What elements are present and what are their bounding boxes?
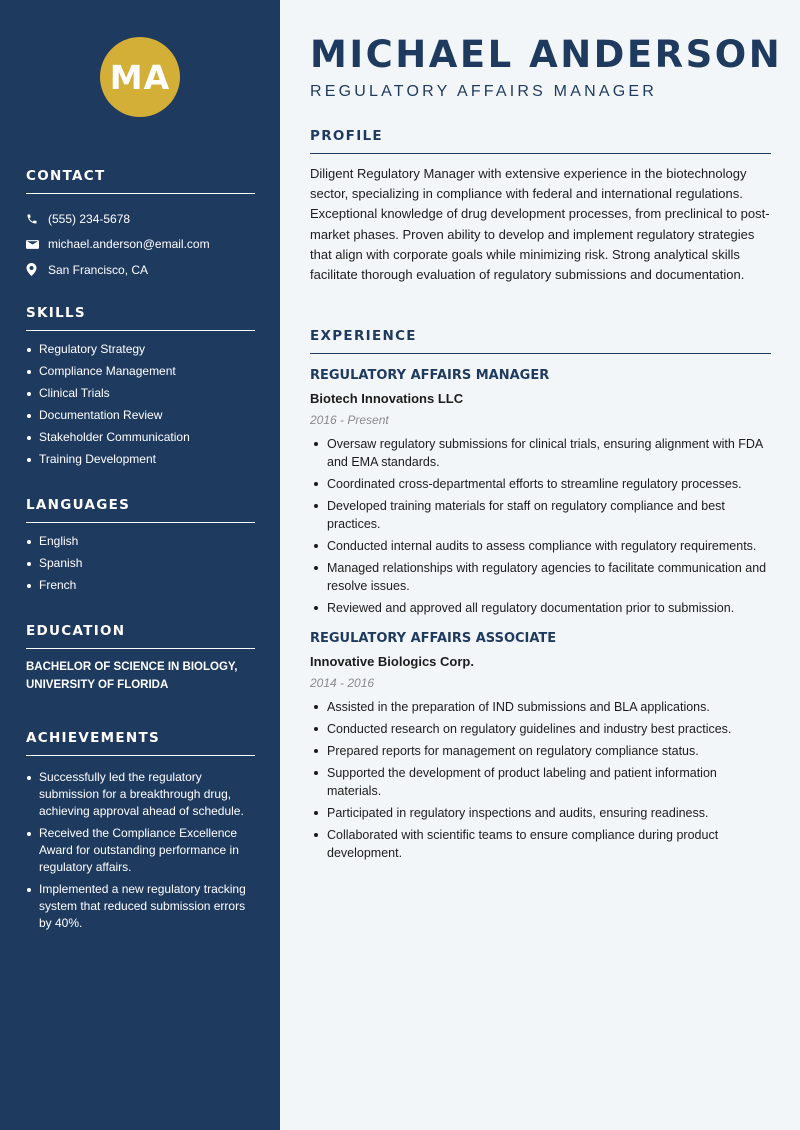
job-bullet: Participated in regulatory inspections and audits, ensuring readiness. bbox=[310, 804, 771, 822]
job-bullet: Managed relationships with regulatory agencies to facilitate communication and resolve issues. bbox=[310, 559, 771, 595]
skill-item: Regulatory Strategy bbox=[26, 341, 255, 358]
job-bullet: Supported the development of product labeling and patient information materials. bbox=[310, 764, 771, 800]
language-item: French bbox=[26, 577, 255, 594]
languages-section bbox=[26, 497, 255, 599]
profile-heading: PROFILE bbox=[310, 128, 771, 154]
skill-item: Training Development bbox=[26, 451, 255, 468]
profile-section bbox=[310, 128, 771, 285]
education-heading: EDUCATION bbox=[26, 623, 255, 649]
person-title: REGULATORY AFFAIRS MANAGER bbox=[310, 83, 657, 100]
skill-item: Clinical Trials bbox=[26, 385, 255, 402]
job-bullet: Assisted in the preparation of IND submissions and BLA applications. bbox=[310, 698, 771, 716]
job-bullet: Prepared reports for management on regulatory compliance status. bbox=[310, 742, 771, 760]
skills-heading: SKILLS bbox=[26, 305, 255, 331]
achievement-item: Implemented a new regulatory tracking system that reduced submission errors by 40%. bbox=[26, 881, 255, 932]
person-name: MICHAEL ANDERSON bbox=[310, 33, 783, 76]
job-bullet: Oversaw regulatory submissions for clinical trials, ensuring alignment with FDA and EMA standards. bbox=[310, 435, 771, 471]
avatar-initials: MA bbox=[100, 37, 180, 117]
language-item: Spanish bbox=[26, 555, 255, 572]
skill-item: Documentation Review bbox=[26, 407, 255, 424]
contact-heading: CONTACT bbox=[26, 168, 255, 194]
skills-section bbox=[26, 305, 255, 473]
experience-heading: EXPERIENCE bbox=[310, 328, 771, 354]
job-entry bbox=[310, 368, 771, 617]
contact-section bbox=[26, 168, 255, 283]
job-company: Innovative Biologics Corp. bbox=[310, 654, 474, 669]
achievements-section bbox=[26, 730, 255, 937]
job-bullet: Reviewed and approved all regulatory documentation prior to submission. bbox=[310, 599, 771, 617]
job-bullet: Developed training materials for staff on regulatory compliance and best practices. bbox=[310, 497, 771, 533]
contact-location bbox=[26, 257, 255, 283]
contact-phone bbox=[26, 206, 255, 232]
languages-heading: LANGUAGES bbox=[26, 497, 255, 523]
achievement-item: Received the Compliance Excellence Award for outstanding performance in regulatory affairs. bbox=[26, 825, 255, 876]
job-bullet: Conducted internal audits to assess compliance with regulatory requirements. bbox=[310, 537, 771, 555]
skill-item: Compliance Management bbox=[26, 363, 255, 380]
achievements-heading: ACHIEVEMENTS bbox=[26, 730, 255, 756]
job-bullet: Conducted research on regulatory guidelines and industry best practices. bbox=[310, 720, 771, 738]
education-section bbox=[26, 623, 255, 694]
job-dates: 2016 - Present bbox=[310, 413, 389, 427]
job-entry bbox=[310, 631, 771, 862]
job-dates: 2014 - 2016 bbox=[310, 676, 375, 690]
phone-text: (555) 234-5678 bbox=[48, 211, 131, 226]
job-title: REGULATORY AFFAIRS ASSOCIATE bbox=[310, 631, 557, 646]
location-text: San Francisco, CA bbox=[48, 262, 149, 277]
sidebar bbox=[0, 0, 280, 1130]
job-bullet: Coordinated cross-departmental efforts to streamline regulatory processes. bbox=[310, 475, 771, 493]
contact-email bbox=[26, 232, 255, 258]
envelope-icon bbox=[26, 239, 48, 250]
achievement-item: Successfully led the regulatory submission for a breakthrough drug, achieving approval ahead of schedule. bbox=[26, 769, 255, 820]
profile-text: Diligent Regulatory Manager with extensive experience in the biotechnology sector, specializing in compliance with federal and international regulations. Exceptional knowledge of drug development processes, from preclinical to post-market phases. Proven ability to develop and implement regulatory strategies that align with corporate goals while minimizing risk. Strong analytical skills facilitate thorough evaluation of regulatory submissions and documentation. bbox=[310, 166, 770, 283]
skill-item: Stakeholder Communication bbox=[26, 429, 255, 446]
education-degree: BACHELOR OF SCIENCE IN BIOLOGY, UNIVERSITY OF FLORIDA bbox=[26, 661, 238, 691]
job-company: Biotech Innovations LLC bbox=[310, 391, 464, 406]
job-title: REGULATORY AFFAIRS MANAGER bbox=[310, 368, 550, 383]
phone-icon bbox=[26, 213, 48, 225]
location-pin-icon bbox=[26, 263, 48, 276]
job-bullet: Collaborated with scientific teams to ensure compliance during product development. bbox=[310, 826, 771, 862]
language-item: English bbox=[26, 533, 255, 550]
experience-section bbox=[310, 328, 771, 866]
email-text[interactable]: michael.anderson@email.com bbox=[48, 237, 210, 252]
